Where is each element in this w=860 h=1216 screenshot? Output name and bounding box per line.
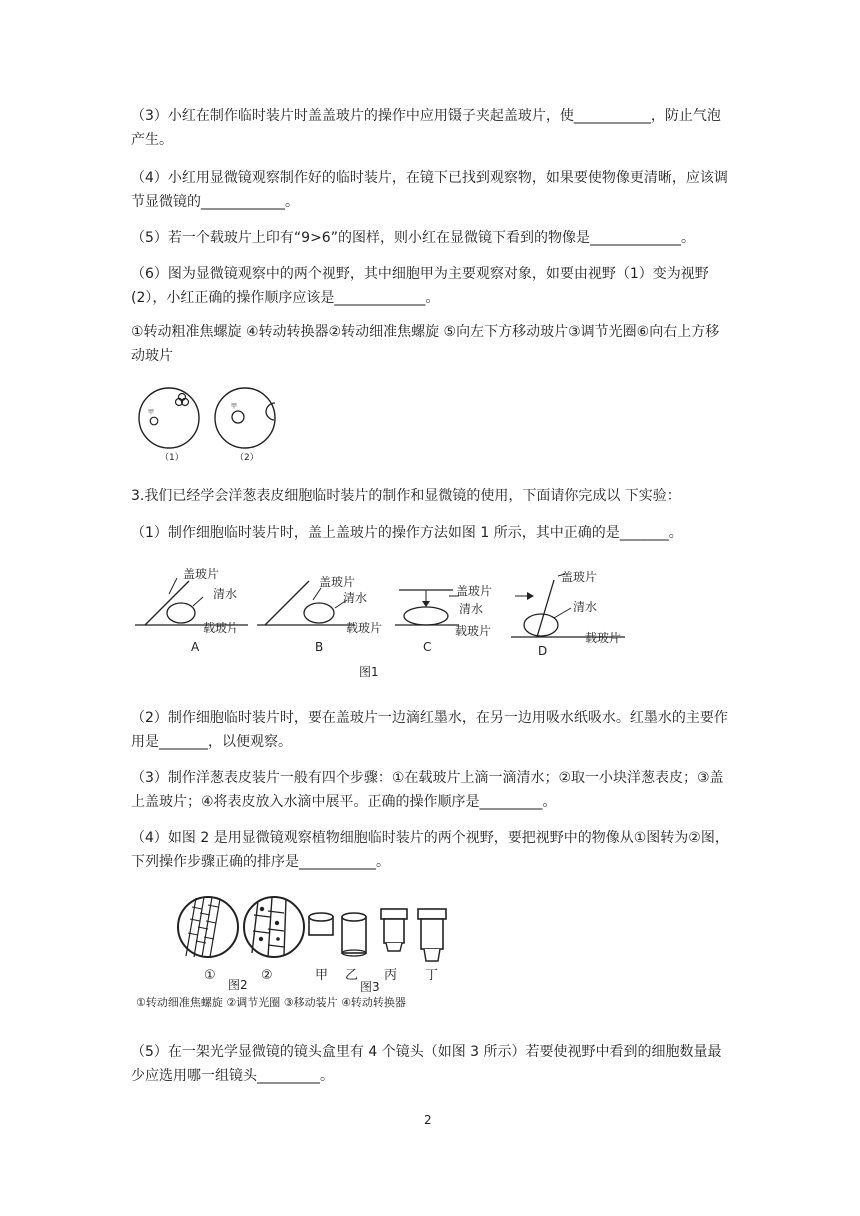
- svg-text:C: C: [423, 640, 432, 654]
- cell-a-icon: [150, 417, 158, 425]
- svg-text:清水: 清水: [459, 602, 484, 616]
- question-3-text: （3）小红在制作临时装片时盖盖玻片的操作中应用镊子夹起盖玻片，使___________，防止气泡产生。: [131, 108, 721, 148]
- lens-jia: [309, 913, 333, 935]
- svg-text:清水: 清水: [573, 600, 598, 614]
- view-2-label: ②: [261, 968, 273, 983]
- svg-text:载玻片: 载玻片: [585, 631, 622, 645]
- question-3-3: （3）制作洋葱表皮装片一般有四个步骤：①在载玻片上滴一滴清水；②取一小块洋葱表皮；③盖上盖玻片；④将表皮放入水滴中展平。正确的操作顺序是_________。: [131, 770, 724, 810]
- figure-1-caption: 图1: [359, 665, 379, 679]
- method-d: [511, 569, 625, 658]
- svg-text:载玻片: 载玻片: [455, 624, 492, 638]
- svg-text:B: B: [315, 640, 324, 654]
- svg-text:A: A: [191, 640, 200, 654]
- question-6-options: ①转动粗准焦螺旋 ④转动转换器②转动细准焦螺旋 ⑤向左下方移动玻片③调节光圈⑥向右上方移动玻片: [131, 324, 720, 364]
- svg-text:盖玻片: 盖玻片: [183, 567, 220, 581]
- field-label-1: （1）: [160, 453, 184, 463]
- question-4-text: （4）小红用显微镜观察制作好的临时装片，在镜下已找到观察物，如果要使物像更清晰，应该调节显微镜的____________。: [131, 170, 728, 210]
- question-3-2: （2）制作细胞临时装片时，要在盖玻片一边滴红墨水，在另一边用吸水纸吸水。红墨水的主要作用是_______，以便观察。: [131, 710, 728, 750]
- lens-bing: [381, 909, 407, 951]
- question-3-5: （5）在一架光学显微镜的镜头盒里有 4 个镜头（如图 3 所示）若要使视野中看到的细胞数量最少应选用哪一组镜头_________。: [131, 1044, 722, 1084]
- svg-text:盖玻片: 盖玻片: [319, 575, 356, 589]
- svg-text:盖玻片: 盖玻片: [561, 570, 598, 584]
- svg-text:载玻片: 载玻片: [346, 621, 383, 635]
- method-a: [135, 566, 248, 654]
- question-5-text: （5）若一个载玻片上印有“9>6”的图样，则小红在显微镜下看到的物像是_____________。: [131, 230, 695, 246]
- view-1-label: ①: [204, 968, 216, 983]
- question-3-4: （4）如图 2 是用显微镜观察植物细胞临时装片的两个视野，要把视野中的物像从①图转为②图，下列操作步骤正确的排序是___________。: [131, 830, 729, 870]
- lens-label: 乙: [345, 968, 359, 983]
- question-6-text: （6）图为显微镜观察中的两个视野，其中细胞甲为主要观察对象，如要由视野（1）变为视野(2），小红正确的操作顺序应该是_____________。: [131, 266, 709, 306]
- page-number: 2: [424, 1113, 432, 1127]
- svg-text:盖玻片: 盖玻片: [456, 584, 493, 598]
- svg-text:载玻片: 载玻片: [203, 621, 240, 635]
- cell-a-enlarged-icon: [232, 411, 244, 423]
- lens-label: 甲: [315, 968, 329, 983]
- lens-label: 丙: [384, 968, 398, 983]
- svg-text:清水: 清水: [213, 587, 238, 601]
- figure-3-caption: 图3: [360, 980, 380, 994]
- field-circle-1: [139, 388, 199, 448]
- figure-1-coverslip-methods: [133, 566, 633, 684]
- field-label-2: （2）: [235, 453, 259, 463]
- method-c: [395, 583, 492, 654]
- lens-yi: [342, 913, 366, 956]
- view-2-circle: [244, 897, 304, 957]
- cell-a-label-2: 甲: [231, 403, 238, 410]
- question-3-1: （1）制作细胞临时装片时，盖上盖玻片的操作方法如图 1 所示，其中正确的是_______。: [131, 525, 683, 541]
- field-circle-2: [215, 388, 275, 448]
- section-3-heading: 3.我们已经学会洋葱表皮细胞临时装片的制作和显微镜的使用，下面请你完成以 下实验：: [131, 488, 681, 504]
- svg-text:清水: 清水: [343, 591, 368, 605]
- figure-2-caption: 图2: [228, 978, 248, 992]
- view-1-circle: [178, 897, 238, 957]
- method-b: [257, 574, 382, 654]
- lens-label: 丁: [425, 968, 439, 983]
- microscope-field-figure: [138, 386, 278, 464]
- operation-options: ①转动细准焦螺旋 ②调节光圈 ③移动装片 ④转动转换器: [136, 996, 406, 1009]
- cell-a-label: 甲: [148, 409, 155, 416]
- figure-2-3-microscope: [134, 893, 504, 1015]
- lens-ding: [418, 909, 446, 961]
- svg-text:D: D: [538, 644, 548, 658]
